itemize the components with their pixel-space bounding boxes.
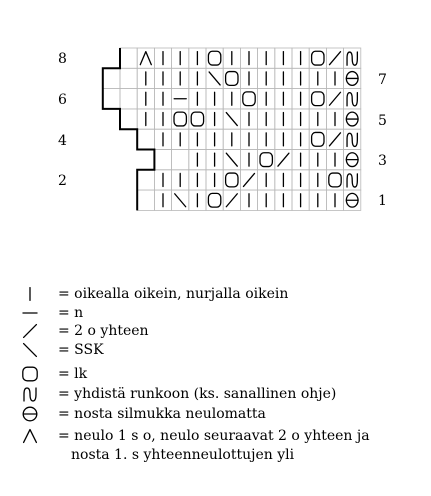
legend-text-slip: = nosta silmukka neulomatta: [58, 406, 266, 422]
stitch-ssk-icon: [175, 194, 186, 207]
row-label-8: 8: [58, 51, 67, 67]
stitch-yo-icon: [243, 92, 255, 106]
chart-cell: [120, 68, 137, 88]
legend-item-slip: [16, 404, 416, 424]
stitch-yo-icon: [208, 51, 220, 65]
stitch-yo-icon: [312, 51, 324, 65]
sk2p-symbol-icon: [16, 426, 44, 446]
stitch-twist-icon: [347, 52, 357, 65]
stitch-slip-icon: [346, 193, 358, 207]
legend-text-ssk: = SSK: [58, 342, 104, 358]
purl-symbol-icon: [16, 303, 44, 323]
legend-item-ssk: [16, 340, 416, 360]
legend-text-join: = yhdistä runkoon (ks. sanallinen ohje): [58, 386, 337, 402]
stitch-slip-icon: [346, 112, 358, 126]
legend-text-k2tog: = 2 o yhteen: [58, 323, 149, 339]
row-label-2: 2: [58, 173, 67, 189]
stitch-yo-icon: [174, 112, 186, 126]
legend-item-yarnover: [16, 364, 416, 384]
stitch-ssk-icon: [226, 113, 237, 126]
stitch-twist-icon: [347, 133, 357, 146]
stitch-k2tog-icon: [329, 92, 340, 105]
legend-text-sk2p-line1: = neulo 1 s o, neulo seuraavat 2 o yhteen ja: [58, 428, 370, 444]
chart-cell: [154, 150, 171, 170]
stitch-k2tog-icon: [278, 153, 289, 166]
chart-cell: [137, 129, 154, 149]
stitch-k2tog-icon: [329, 52, 340, 65]
chart-cell: [120, 109, 137, 129]
chart-cell: [137, 170, 154, 190]
chart-cell: [172, 150, 189, 170]
stitch-twist-icon: [347, 174, 357, 187]
stitch-ssk-icon: [226, 153, 237, 166]
row-label-1: 1: [378, 193, 387, 209]
chart-cell: [120, 89, 137, 109]
stitch-yo-icon: [329, 173, 341, 187]
slip-symbol-icon: [16, 404, 44, 424]
stitch-ssk-icon: [209, 72, 220, 85]
stitch-yo-icon: [208, 193, 220, 207]
row-label-4: 4: [58, 133, 67, 149]
stitch-sk2p-icon: [140, 52, 151, 65]
stitch-yo-icon: [226, 72, 238, 86]
stitch-yo-icon: [226, 173, 238, 187]
chart-cells: [103, 48, 361, 210]
stitch-slip-icon: [346, 72, 358, 86]
stitch-yo-icon: [191, 112, 203, 126]
knitting-chart: [0, 0, 431, 230]
legend-item-purl: [16, 303, 416, 323]
stitch-k2tog-icon: [226, 194, 237, 207]
chart-cell: [103, 89, 120, 109]
chart-cell: [137, 190, 154, 210]
legend-item-join: [16, 384, 416, 404]
row-label-7: 7: [378, 72, 387, 88]
legend-item-knit: [16, 284, 416, 304]
stitch-twist-icon: [347, 93, 357, 106]
row-label-6: 6: [58, 92, 67, 108]
stitch-yo-icon: [312, 132, 324, 146]
join-symbol-icon: [16, 384, 44, 404]
yarnover-symbol-icon: [16, 364, 44, 384]
row-label-3: 3: [378, 153, 387, 169]
knit-symbol-icon: [16, 284, 44, 304]
k2tog-symbol-icon: [16, 321, 44, 341]
chart-grid: [0, 0, 431, 230]
legend-item-k2tog: [16, 321, 416, 341]
row-label-5: 5: [378, 113, 387, 129]
chart-cell: [103, 68, 120, 88]
legend-item-sk2p: [16, 426, 416, 470]
legend-text-yarnover: = lk: [58, 366, 88, 382]
ssk-symbol-icon: [16, 340, 44, 360]
stitch-k2tog-icon: [243, 173, 254, 186]
stitch-k2tog-icon: [329, 133, 340, 146]
legend-text-knit: = oikealla oikein, nurjalla oikein: [58, 286, 289, 302]
chart-cell: [120, 48, 137, 68]
stitch-yo-icon: [312, 92, 324, 106]
legend-text-sk2p: [58, 427, 370, 465]
legend-text-sk2p-line2: nosta 1. s yhteenneulottujen yli: [71, 447, 295, 463]
legend-text-purl: = n: [58, 305, 84, 321]
stitch-slip-icon: [346, 153, 358, 167]
stitch-yo-icon: [260, 153, 272, 167]
